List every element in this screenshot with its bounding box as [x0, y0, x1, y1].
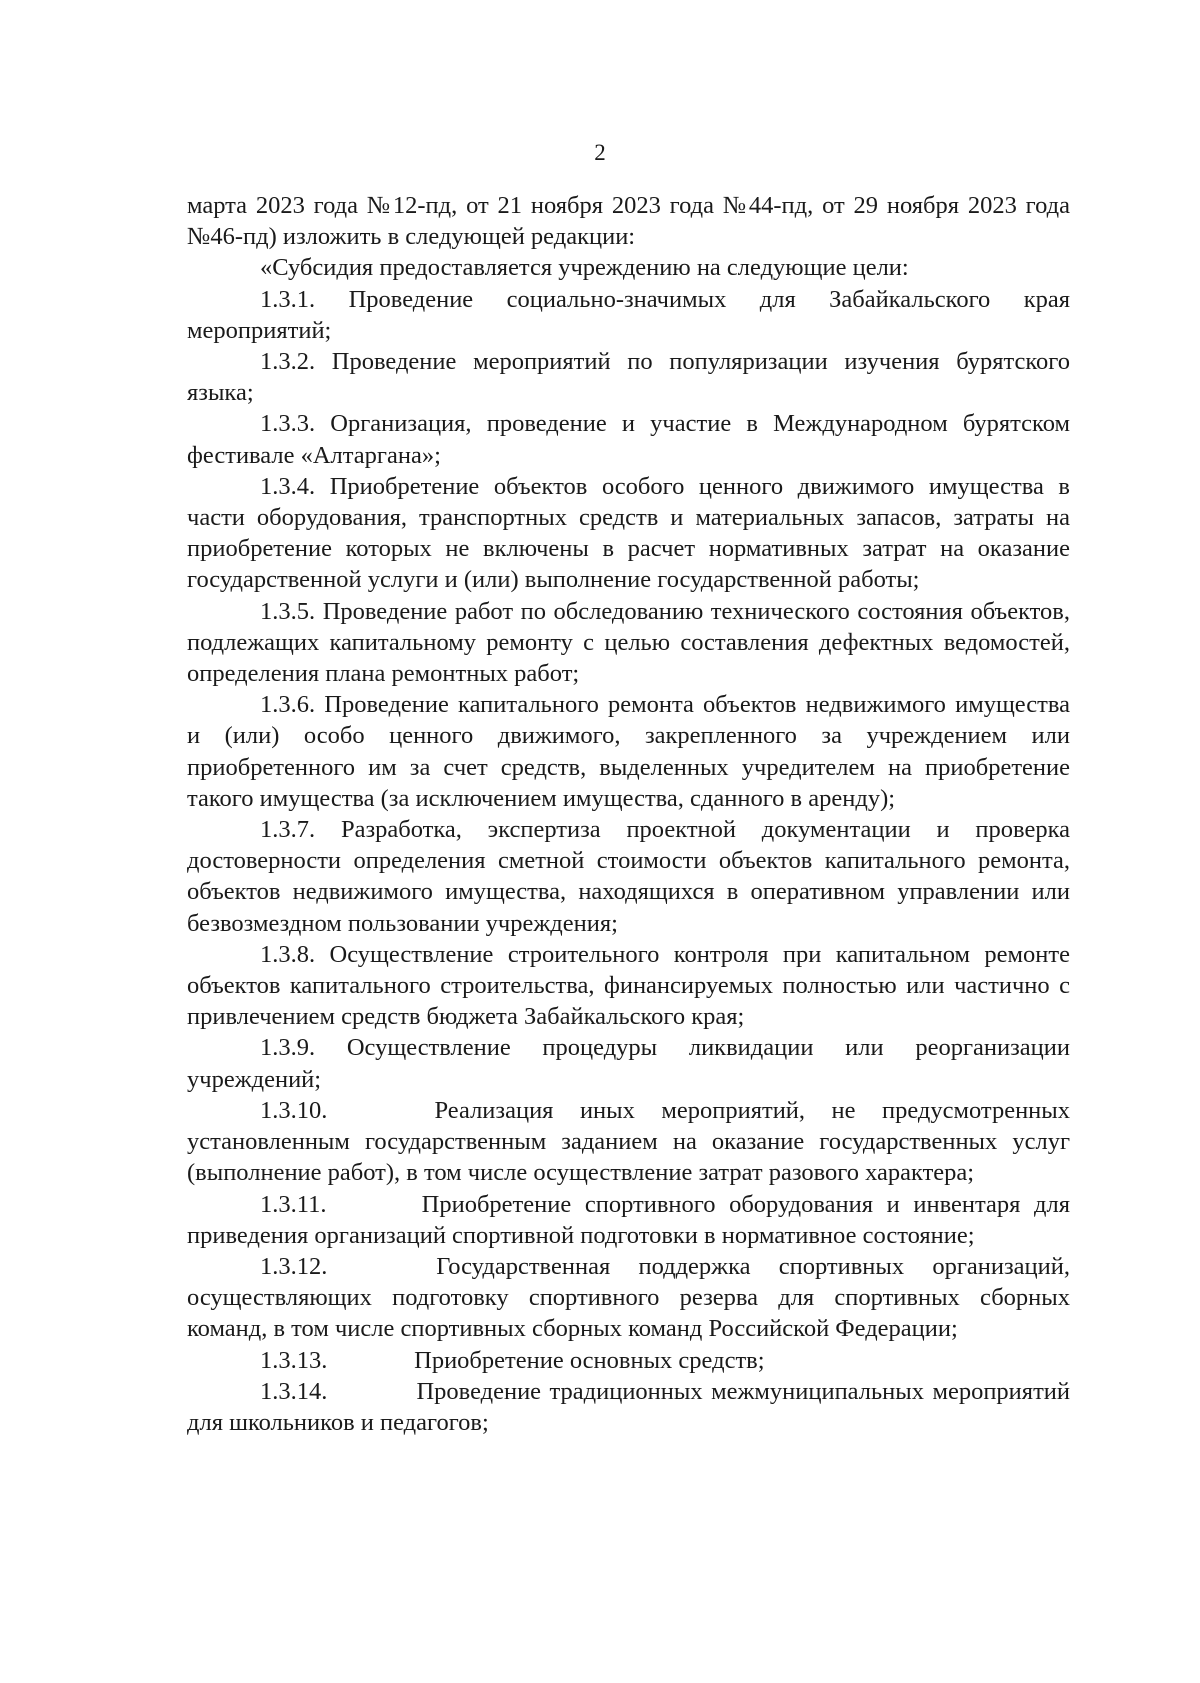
item-text: Проведение традиционных межмуниципальных мероприятий для школьников и педагогов; — [187, 1377, 1070, 1436]
list-item — [187, 939, 1070, 1033]
item-number: 1.3.10. — [260, 1096, 328, 1124]
item-number: 1.3.11. — [260, 1190, 327, 1218]
page-number: 2 — [594, 140, 606, 165]
list-item — [187, 1345, 1070, 1376]
item-number: 1.3.1. — [260, 285, 316, 313]
item-number: 1.3.7. — [260, 816, 316, 844]
item-text: Осуществление строительного контроля при капитальном ремонте объектов капитального строительства, финансируемых полностью или частично с привлечением средств бюджета Забайкальского края; — [187, 940, 1070, 1031]
item-number: 1.3.8. — [260, 940, 316, 968]
item-text: Приобретение спортивного оборудования и инвентаря для приведения организаций спортивной подготовки в нормативное состояние; — [187, 1190, 1071, 1249]
list-item — [187, 1095, 1070, 1189]
list-item — [187, 814, 1070, 939]
list-item — [187, 346, 1070, 408]
item-text: Осуществление процедуры ликвидации или реорганизации учреждений; — [187, 1034, 1070, 1093]
intro-continuation: марта 2023 года №12-пд, от 21 ноября 2023 года №44-пд, от 29 ноября 2023 года №46-пд) изложить в следующей редакции: — [187, 192, 1070, 251]
item-text: Организация, проведение и участие в Международном бурятском фестивале «Алтаргана»; — [187, 410, 1070, 469]
item-number: 1.3.12. — [260, 1252, 328, 1280]
item-text: Проведение работ по обследованию технического состояния объектов, подлежащих капитальному ремонту с целью составления дефектных ведомостей, определения плана ремонтных работ; — [187, 597, 1071, 688]
item-text: Приобретение основных средств; — [414, 1346, 765, 1374]
item-number: 1.3.5. — [260, 597, 316, 625]
purpose-list — [187, 284, 1070, 1439]
list-item — [187, 284, 1070, 346]
list-item — [187, 1376, 1070, 1438]
item-text: Приобретение объектов особого ценного движимого имущества в части оборудования, транспортных средств и материальных запасов, затраты на приобретение которых не включены в расчет нормативных затрат на оказание государственной услуги и (или) выполнение государственной работы; — [187, 472, 1070, 594]
item-number: 1.3.14. — [260, 1377, 328, 1405]
list-item — [187, 689, 1070, 814]
item-number: 1.3.9. — [260, 1034, 316, 1062]
list-item — [187, 408, 1070, 470]
list-item — [187, 1032, 1070, 1094]
list-item — [187, 596, 1070, 690]
intro-lead: «Субсидия предоставляется учреждению на следующие цели: — [260, 254, 909, 282]
item-number: 1.3.3. — [260, 410, 316, 438]
item-text: Проведение капитального ремонта объектов недвижимого имущества и (или) особо ценного движимого, закрепленного за учреждением или приобретенного им за счет средств, выделенных учредителем на приобретение такого имущества (за исключением имущества, сданного в аренду); — [187, 691, 1070, 812]
list-item — [187, 1189, 1070, 1251]
item-text: Государственная поддержка спортивных организаций, осуществляющих подготовку спортивного резерва для спортивных сборных команд, в том числе спортивных сборных команд Российской Федерации; — [187, 1252, 1071, 1343]
document-body — [187, 190, 1070, 1438]
item-number: 1.3.6. — [260, 691, 316, 719]
item-text: Реализация иных мероприятий, не предусмотренных установленным государственным заданием на оказание государственных услуг (выполнение работ), в том числе осуществление затрат разового характера; — [187, 1096, 1070, 1187]
item-text: Проведение социально-значимых для Забайкальского края мероприятий; — [187, 285, 1070, 344]
item-text: Проведение мероприятий по популяризации изучения бурятского языка; — [187, 348, 1071, 407]
list-item — [187, 471, 1070, 596]
list-item — [187, 1251, 1070, 1345]
item-number: 1.3.4. — [260, 472, 316, 500]
item-text: Разработка, экспертиза проектной документации и проверка достоверности определения сметной стоимости объектов капитального ремонта, объектов недвижимого имущества, находящихся в оперативном управлении или безвозмездном пользовании учреждения; — [187, 816, 1070, 937]
item-number: 1.3.13. — [260, 1346, 328, 1374]
item-number: 1.3.2. — [260, 348, 316, 376]
